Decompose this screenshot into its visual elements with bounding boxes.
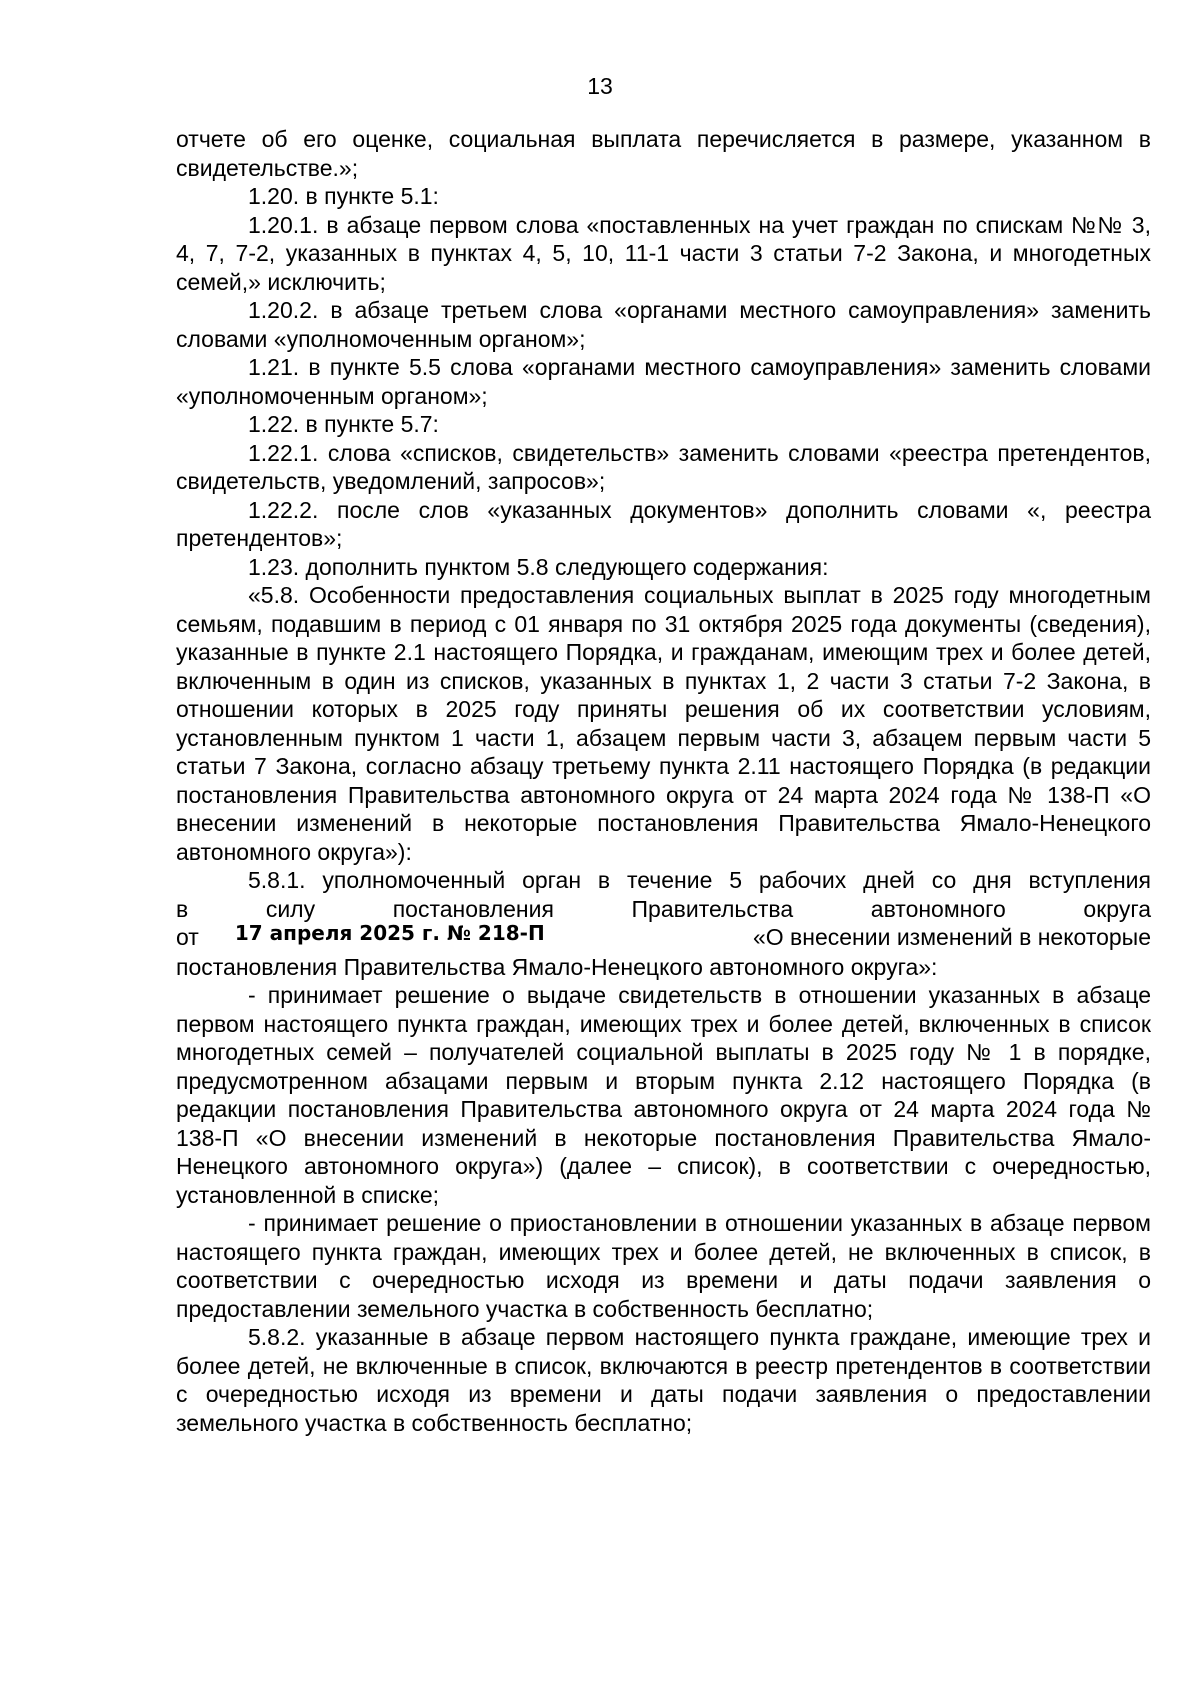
paragraph-1-22-2: 1.22.2. после слов «указанных документов» дополнить словами «, реестра претендентов»; <box>176 496 1151 551</box>
paragraph-5-8-1-date-line <box>176 923 1151 953</box>
paragraph-continuation: отчете об его оценке, социальная выплата перечисляется в размере, указанном в свидетельстве.»; <box>176 126 1151 181</box>
paragraph-5-8-1-line-2: в силу постановления Правительства автономного округа <box>176 895 1151 922</box>
paragraph-1-20: 1.20. в пункте 5.1: <box>248 183 439 209</box>
paragraph-1-20-1: 1.20.1. в абзаце первом слова «поставленных на учет граждан по спискам №№ 3, 4, 7, 7-2, указанных в пунктах 4, 5, 10, 11-1 части 3 статьи 7-2 Закона, и многодетных семей,» исключить; <box>176 211 1151 295</box>
paragraph-1-23: 1.23. дополнить пунктом 5.8 следующего содержания: <box>248 553 829 580</box>
paragraph-1-22: 1.22. в пункте 5.7: <box>248 411 439 437</box>
date-line-left <box>176 923 545 953</box>
date-line-right: «О внесении изменений в некоторые <box>752 924 1151 950</box>
paragraph-5-8-1-line-4: постановления Правительства Ямало-Ненецкого автономного округа»: <box>176 953 938 980</box>
registration-stamp: 17 апреля 2025 г. № 218-П <box>234 921 545 945</box>
paragraph-5-8-1 <box>176 866 1151 981</box>
paragraph-1-21: 1.21. в пункте 5.5 слова «органами местного самоуправления» заменить словами «уполномоченным органом»; <box>176 354 1151 409</box>
paragraph-5-8-1-line-1: 5.8.1. уполномоченный орган в течение 5 рабочих дней со дня вступления <box>248 867 1151 893</box>
page-number: 13 <box>587 73 613 99</box>
paragraph-1-20-2: 1.20.2. в абзаце третьем слова «органами местного самоуправления» заменить словами «уполномоченным органом»; <box>176 297 1151 352</box>
from-word: от <box>176 924 199 950</box>
paragraph-1-22-1: 1.22.1. слова «списков, свидетельств» заменить словами «реестра претендентов, свидетельств, уведомлений, запросов»; <box>176 439 1151 494</box>
paragraph-bullet-1: - принимает решение о выдаче свидетельств в отношении указанных в абзаце первом настоящего пункта граждан, имеющих трех и более детей, включенных в список многодетных семей – получателей социальной выплаты в 2025 году № 1 в порядке, предусмотренном абзацами первым и вторым пункта 2.12 настоящего Порядка (в редакции постановления Правительства автономного округа от 24 марта 2024 года № 138-П «О внесении изменений в некоторые постановления Правительства Ямало-Ненецкого автономного округа») (далее – список), в соответствии с очередностью, установленной в списке; <box>176 982 1151 1208</box>
document-body <box>176 125 1151 1437</box>
paragraph-5-8: «5.8. Особенности предоставления социальных выплат в 2025 году многодетным семьям, подавшим в период с 01 января по 31 октября 2025 года документы (сведения), указанные в пункте 2.1 настоящего Порядка, и гражданам, имеющим трех и более детей, включенным в один из списков, указанных в пунктах 1, 2 части 3 статьи 7-2 Закона, в отношении которых в 2025 году приняты решения об их соответствии условиям, установленным пунктом 1 части 1, абзацем первым части 3, абзацем первым части 5 статьи 7 Закона, согласно абзацу третьему пункта 2.11 настоящего Порядка (в редакции постановления Правительства автономного округа от 24 марта 2024 года № 138-П «О внесении изменений в некоторые постановления Правительства Ямало-Ненецкого автономного округа»): <box>176 582 1151 865</box>
paragraph-bullet-2: - принимает решение о приостановлении в отношении указанных в абзаце первом настоящего пункта граждан, имеющих трех и более детей, не включенных в список, в соответствии с очередностью исходя из времени и даты подачи заявления о предоставлении земельного участка в собственность бесплатно; <box>176 1210 1151 1322</box>
paragraph-5-8-2: 5.8.2. указанные в абзаце первом настоящего пункта граждане, имеющие трех и более детей, не включенные в список, включаются в реестр претендентов в соответствии с очередностью исходя из времени и даты подачи заявления о предоставлении земельного участка в собственность бесплатно; <box>176 1324 1151 1436</box>
